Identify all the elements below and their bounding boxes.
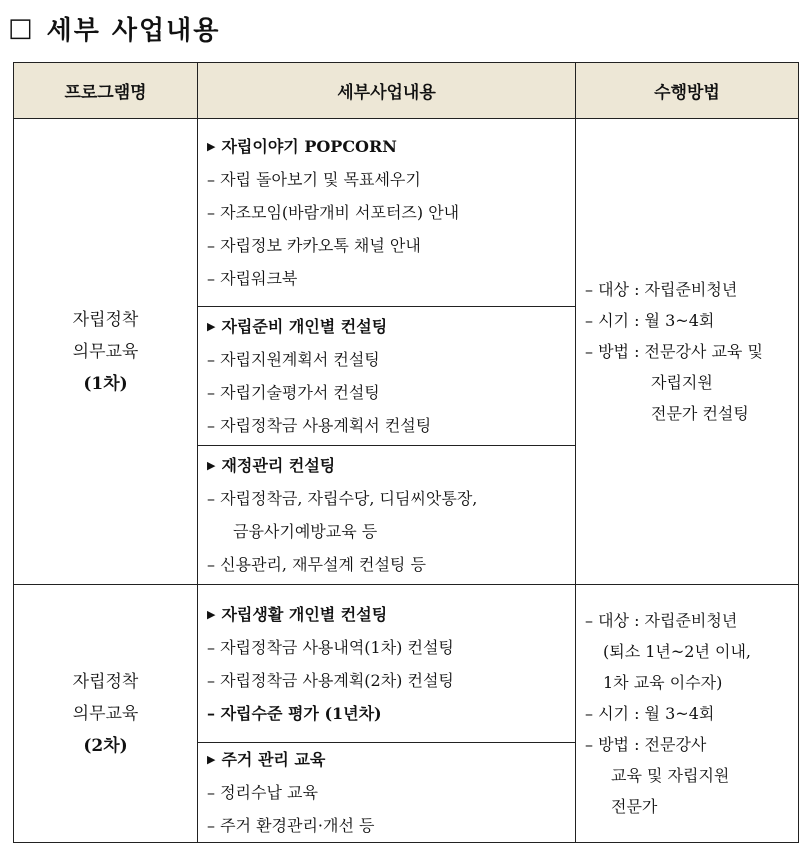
program-name-line: 의무교육: [72, 341, 139, 362]
checkbox-square-icon: □: [8, 13, 35, 43]
method-line: – 시기 : 월 3~4회: [585, 704, 715, 723]
list-item: – 자립 돌아보기 및 목표세우기: [207, 170, 421, 189]
list-item: – 주거 환경관리·개선 등: [207, 816, 375, 835]
program-round: (1차): [83, 373, 128, 394]
method-line: – 대상 : 자립준비청년: [585, 611, 738, 630]
list-item: – 자립워크북: [207, 269, 298, 288]
section-heading: ▶ 자립생활 개인별 컨설팅: [207, 598, 575, 631]
table-row: [14, 119, 799, 307]
program-table: [13, 62, 799, 843]
detail-section: [198, 119, 576, 307]
list-item: – 자립정보 카카오톡 채널 안내: [207, 236, 421, 255]
program-name-cell: [14, 119, 198, 585]
method-line: 자립지원: [651, 373, 713, 392]
section-title: [8, 8, 220, 48]
method-line: – 방법 : 전문강사: [585, 735, 707, 754]
section-heading: ▶ 자립이야기 POPCORN: [207, 130, 575, 163]
section-title-text: 세부 사업내용: [46, 15, 221, 46]
section-heading: ▶ 자립준비 개인별 컨설팅: [207, 310, 575, 343]
header-program-name: 프로그램명: [14, 63, 198, 119]
program-name-line: 자립정착: [72, 309, 139, 330]
list-item: – 자립지원계획서 컨설팅: [207, 350, 380, 369]
program-name-line: 의무교육: [72, 703, 139, 724]
table-row: [14, 585, 799, 743]
detail-section: [198, 446, 576, 585]
list-item: 금융사기예방교육 등: [233, 522, 378, 541]
detail-section: [198, 585, 576, 743]
section-heading: ▶ 주거 관리 교육: [207, 743, 575, 776]
method-line: 전문가 컨설팅: [651, 404, 749, 423]
list-item: – 자립정착금, 자립수당, 디딤씨앗통장,: [207, 489, 478, 508]
section-heading: ▶ 재정관리 컨설팅: [207, 449, 575, 482]
detail-section: [198, 307, 576, 446]
program-name-line: 자립정착: [72, 671, 139, 692]
program-round: (2차): [83, 735, 128, 756]
method-line: 1차 교육 이수자): [603, 673, 723, 692]
list-item: – 자립기술평가서 컨설팅: [207, 383, 380, 402]
method-line: 전문가: [611, 797, 658, 816]
method-line: 교육 및 자립지원: [611, 766, 730, 785]
detail-section: [198, 743, 576, 843]
program-name-cell: [14, 585, 198, 843]
method-cell: [576, 585, 799, 843]
header-detail: 세부사업내용: [198, 63, 576, 119]
method-line: – 대상 : 자립준비청년: [585, 280, 738, 299]
method-line: – 방법 : 전문강사 교육 및: [585, 342, 763, 361]
method-cell: [576, 119, 799, 585]
list-item: – 신용관리, 재무설계 컨설팅 등: [207, 555, 426, 574]
header-method: 수행방법: [576, 63, 799, 119]
method-line: – 시기 : 월 3~4회: [585, 311, 715, 330]
method-line: (퇴소 1년~2년 이내,: [603, 642, 752, 661]
list-item: – 자립정착금 사용내역(1차) 컨설팅: [207, 637, 454, 657]
list-item: – 자립정착금 사용계획서 컨설팅: [207, 416, 432, 435]
list-item: – 자립정착금 사용계획(2차) 컨설팅: [207, 670, 454, 690]
list-item: – 자립수준 평가 (1년차): [207, 703, 382, 723]
table-header-row: [14, 63, 799, 119]
list-item: – 정리수납 교육: [207, 783, 318, 802]
list-item: – 자조모임(바람개비 서포터즈) 안내: [207, 203, 460, 222]
